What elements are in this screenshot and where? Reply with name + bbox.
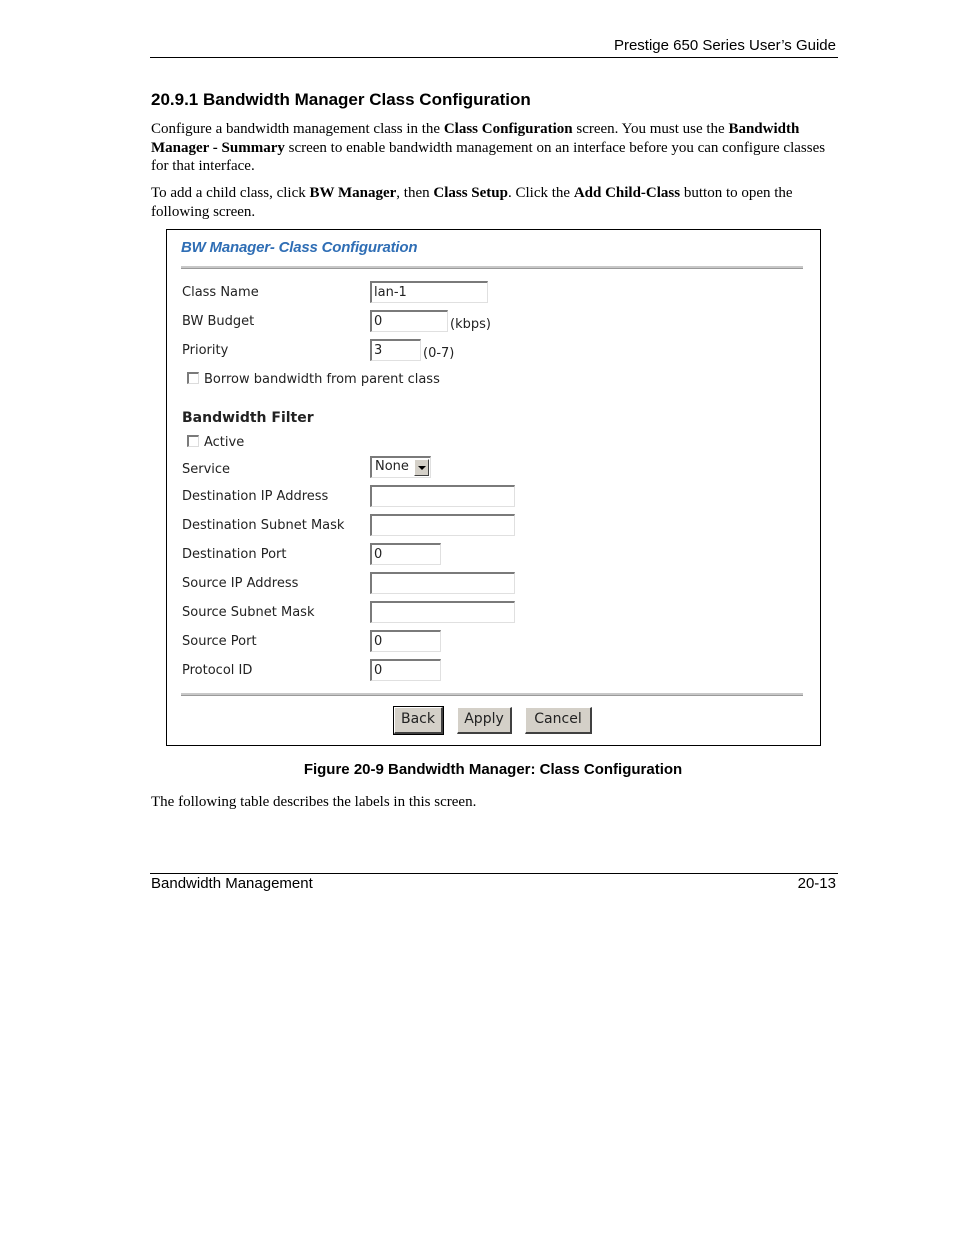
priority-range: (0-7) <box>423 346 455 361</box>
destination-mask-label: Destination Subnet Mask <box>182 518 345 533</box>
cancel-button[interactable]: Cancel <box>525 707 592 734</box>
intro-paragraph: Configure a bandwidth management class in the Class Configuration screen. You must use the Bandwidth Manager - Summary screen to enable bandwidth management on an interface before you can configure classes for that interface. <box>151 121 826 174</box>
source-port-input[interactable]: 0 <box>370 630 441 652</box>
back-button[interactable]: Back <box>394 707 443 734</box>
bw-budget-label: BW Budget <box>182 314 255 329</box>
borrow-bandwidth-label: Borrow bandwidth from parent class <box>204 372 440 387</box>
footer-page-number: 20-13 <box>797 875 836 892</box>
source-ip-label: Source IP Address <box>182 576 299 591</box>
service-select[interactable] <box>370 456 431 478</box>
apply-button[interactable]: Apply <box>457 707 512 734</box>
source-mask-input[interactable] <box>370 601 515 623</box>
protocol-id-input[interactable]: 0 <box>370 659 441 681</box>
filter-active-checkbox[interactable] <box>187 435 199 447</box>
service-label: Service <box>182 462 231 477</box>
borrow-bandwidth-checkbox[interactable] <box>187 372 199 384</box>
service-selected-value: None <box>375 459 409 474</box>
destination-port-label: Destination Port <box>182 547 287 562</box>
priority-input[interactable]: 3 <box>370 339 421 361</box>
destination-mask-input[interactable] <box>370 514 515 536</box>
section-title: 20.9.1 Bandwidth Manager Class Configuration <box>151 90 531 109</box>
destination-port-input[interactable]: 0 <box>370 543 441 565</box>
bw-budget-unit: (kbps) <box>450 317 491 332</box>
destination-ip-label: Destination IP Address <box>182 489 329 504</box>
instructions-paragraph: To add a child class, click BW Manager, then Class Setup. Click the Add Child-Class button to open the following screen. <box>151 185 793 220</box>
source-mask-label: Source Subnet Mask <box>182 605 315 620</box>
class-name-label: Class Name <box>182 285 259 300</box>
running-header: Prestige 650 Series User’s Guide <box>613 37 836 54</box>
table-intro-paragraph: The following table describes the labels in this screen. <box>151 794 477 810</box>
source-ip-input[interactable] <box>370 572 515 594</box>
footer-rule <box>150 873 838 874</box>
class-configuration-screenshot <box>166 229 821 746</box>
class-name-input[interactable]: lan-1 <box>370 281 488 303</box>
protocol-id-label: Protocol ID <box>182 663 253 678</box>
source-port-label: Source Port <box>182 634 257 649</box>
footer-chapter: Bandwidth Management <box>151 875 313 892</box>
form-top-divider <box>181 266 803 269</box>
bandwidth-filter-heading: Bandwidth Filter <box>182 410 314 426</box>
destination-ip-input[interactable] <box>370 485 515 507</box>
filter-active-label: Active <box>204 435 245 450</box>
priority-label: Priority <box>182 343 229 358</box>
header-rule <box>150 57 838 58</box>
figure-caption: Figure 20-9 Bandwidth Manager: Class Configuration <box>303 761 683 778</box>
bw-budget-input[interactable]: 0 <box>370 310 448 332</box>
form-bottom-divider <box>181 693 803 696</box>
form-title: BW Manager- Class Configuration <box>181 239 418 256</box>
chevron-down-icon[interactable] <box>414 459 429 476</box>
